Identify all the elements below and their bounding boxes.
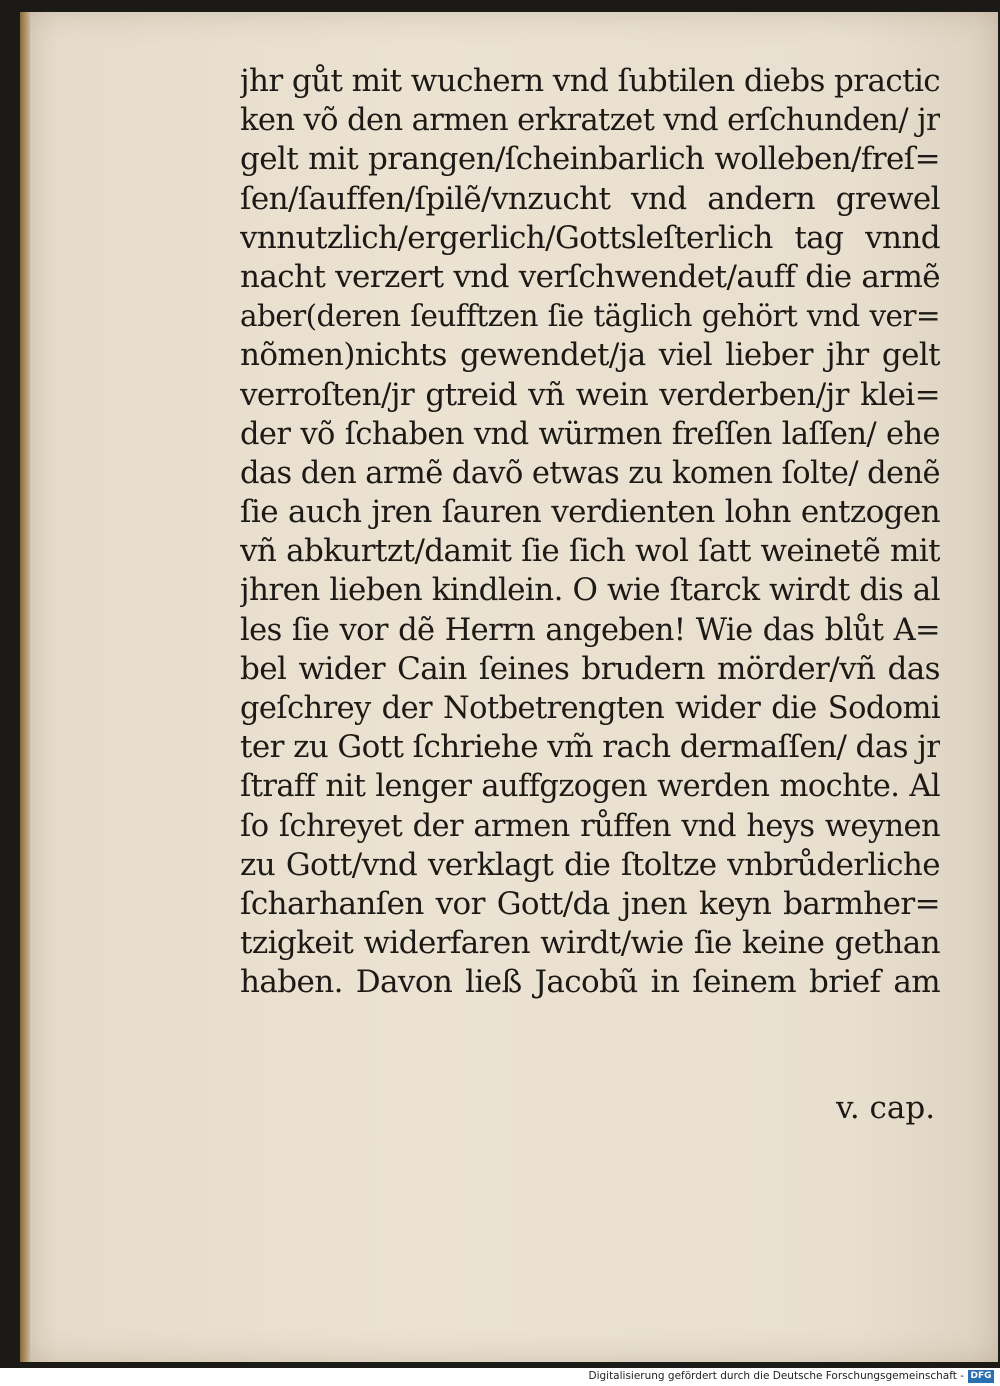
dfg-logo: DFG [968, 1370, 994, 1383]
funding-credit: Digitalisierung gefördert durch die Deutsche Forschungsgemeinschaft - [588, 1370, 964, 1382]
page-edge [20, 12, 30, 1362]
text-line: jhren lieben kindlein. O wie ſtarck wirdt dis al [240, 572, 940, 609]
footer-bar [0, 1368, 1000, 1386]
text-line: geſchrey der Notbetrengten wider die Sodomi [240, 691, 940, 726]
catchword: v. cap. [836, 1090, 936, 1126]
text-line: zu Gott/vnd verklagt die ſtoltze vnbrůderliche [240, 846, 940, 883]
text-line: nõmen)nichts gewendet/ja viel lieber jhr gelt [240, 337, 940, 374]
text-line: verroſten/jr gtreid vñ wein verderben/jr klei= [240, 376, 940, 413]
text-block [240, 62, 940, 1003]
text-line: bel wider Cain ſeines brudern mörder/vñ das [240, 650, 940, 687]
text-line: les ſie vor dẽ Herrn angeben! Wie das blůt A= [240, 612, 940, 648]
text-line: vñ abkurtzt/damit ſie ſich wol ſatt weinetẽ mit [240, 533, 940, 570]
text-line: das den armẽ davõ etwas zu komen ſolte/ denẽ [240, 455, 940, 491]
text-line: nacht verzert vnd verſchwendet/auff die armẽ [240, 258, 940, 295]
text-line: ſie auch jren ſauren verdienten lohn entzogen [240, 494, 940, 531]
text-line: ſo ſchreyet der armen růffen vnd heys weynen [240, 808, 940, 844]
text-line: vnnutzlich/ergerlich/Gottsleſterlich tag vnnd [240, 219, 940, 256]
text-line: ſtraff nit lenger auffgzogen werden mochte. Al [240, 769, 940, 805]
text-line: ſcharhanſen vor Gott/da jnen keyn barmher= [240, 885, 940, 922]
text-line: ſen/ſauffen/ſpilẽ/vnzucht vnd andern grewel [240, 180, 940, 217]
text-line: der võ ſchaben vnd würmen freſſen laſſen/ ehe [240, 416, 940, 452]
text-line: gelt mit prangen/ſcheinbarlich wolleben/freſ= [240, 141, 940, 178]
text-line: tzigkeit widerfaren wirdt/wie ſie keine gethan [240, 925, 940, 962]
text-line: ter zu Gott ſchriehe vm̃ rach dermaſſen/ das jr [240, 729, 940, 766]
text-line: haben. Davon ließ Jacobũ in ſeinem brief am [240, 964, 940, 1001]
text-line: jhr gůt mit wuchern vnd ſubtilen diebs practic [240, 63, 940, 99]
text-line: aber(deren ſeufftzen ſie täglich gehört vnd ver= [240, 299, 940, 334]
text-line: ken võ den armen erkratzet vnd erſchunden/ jr [240, 103, 940, 139]
